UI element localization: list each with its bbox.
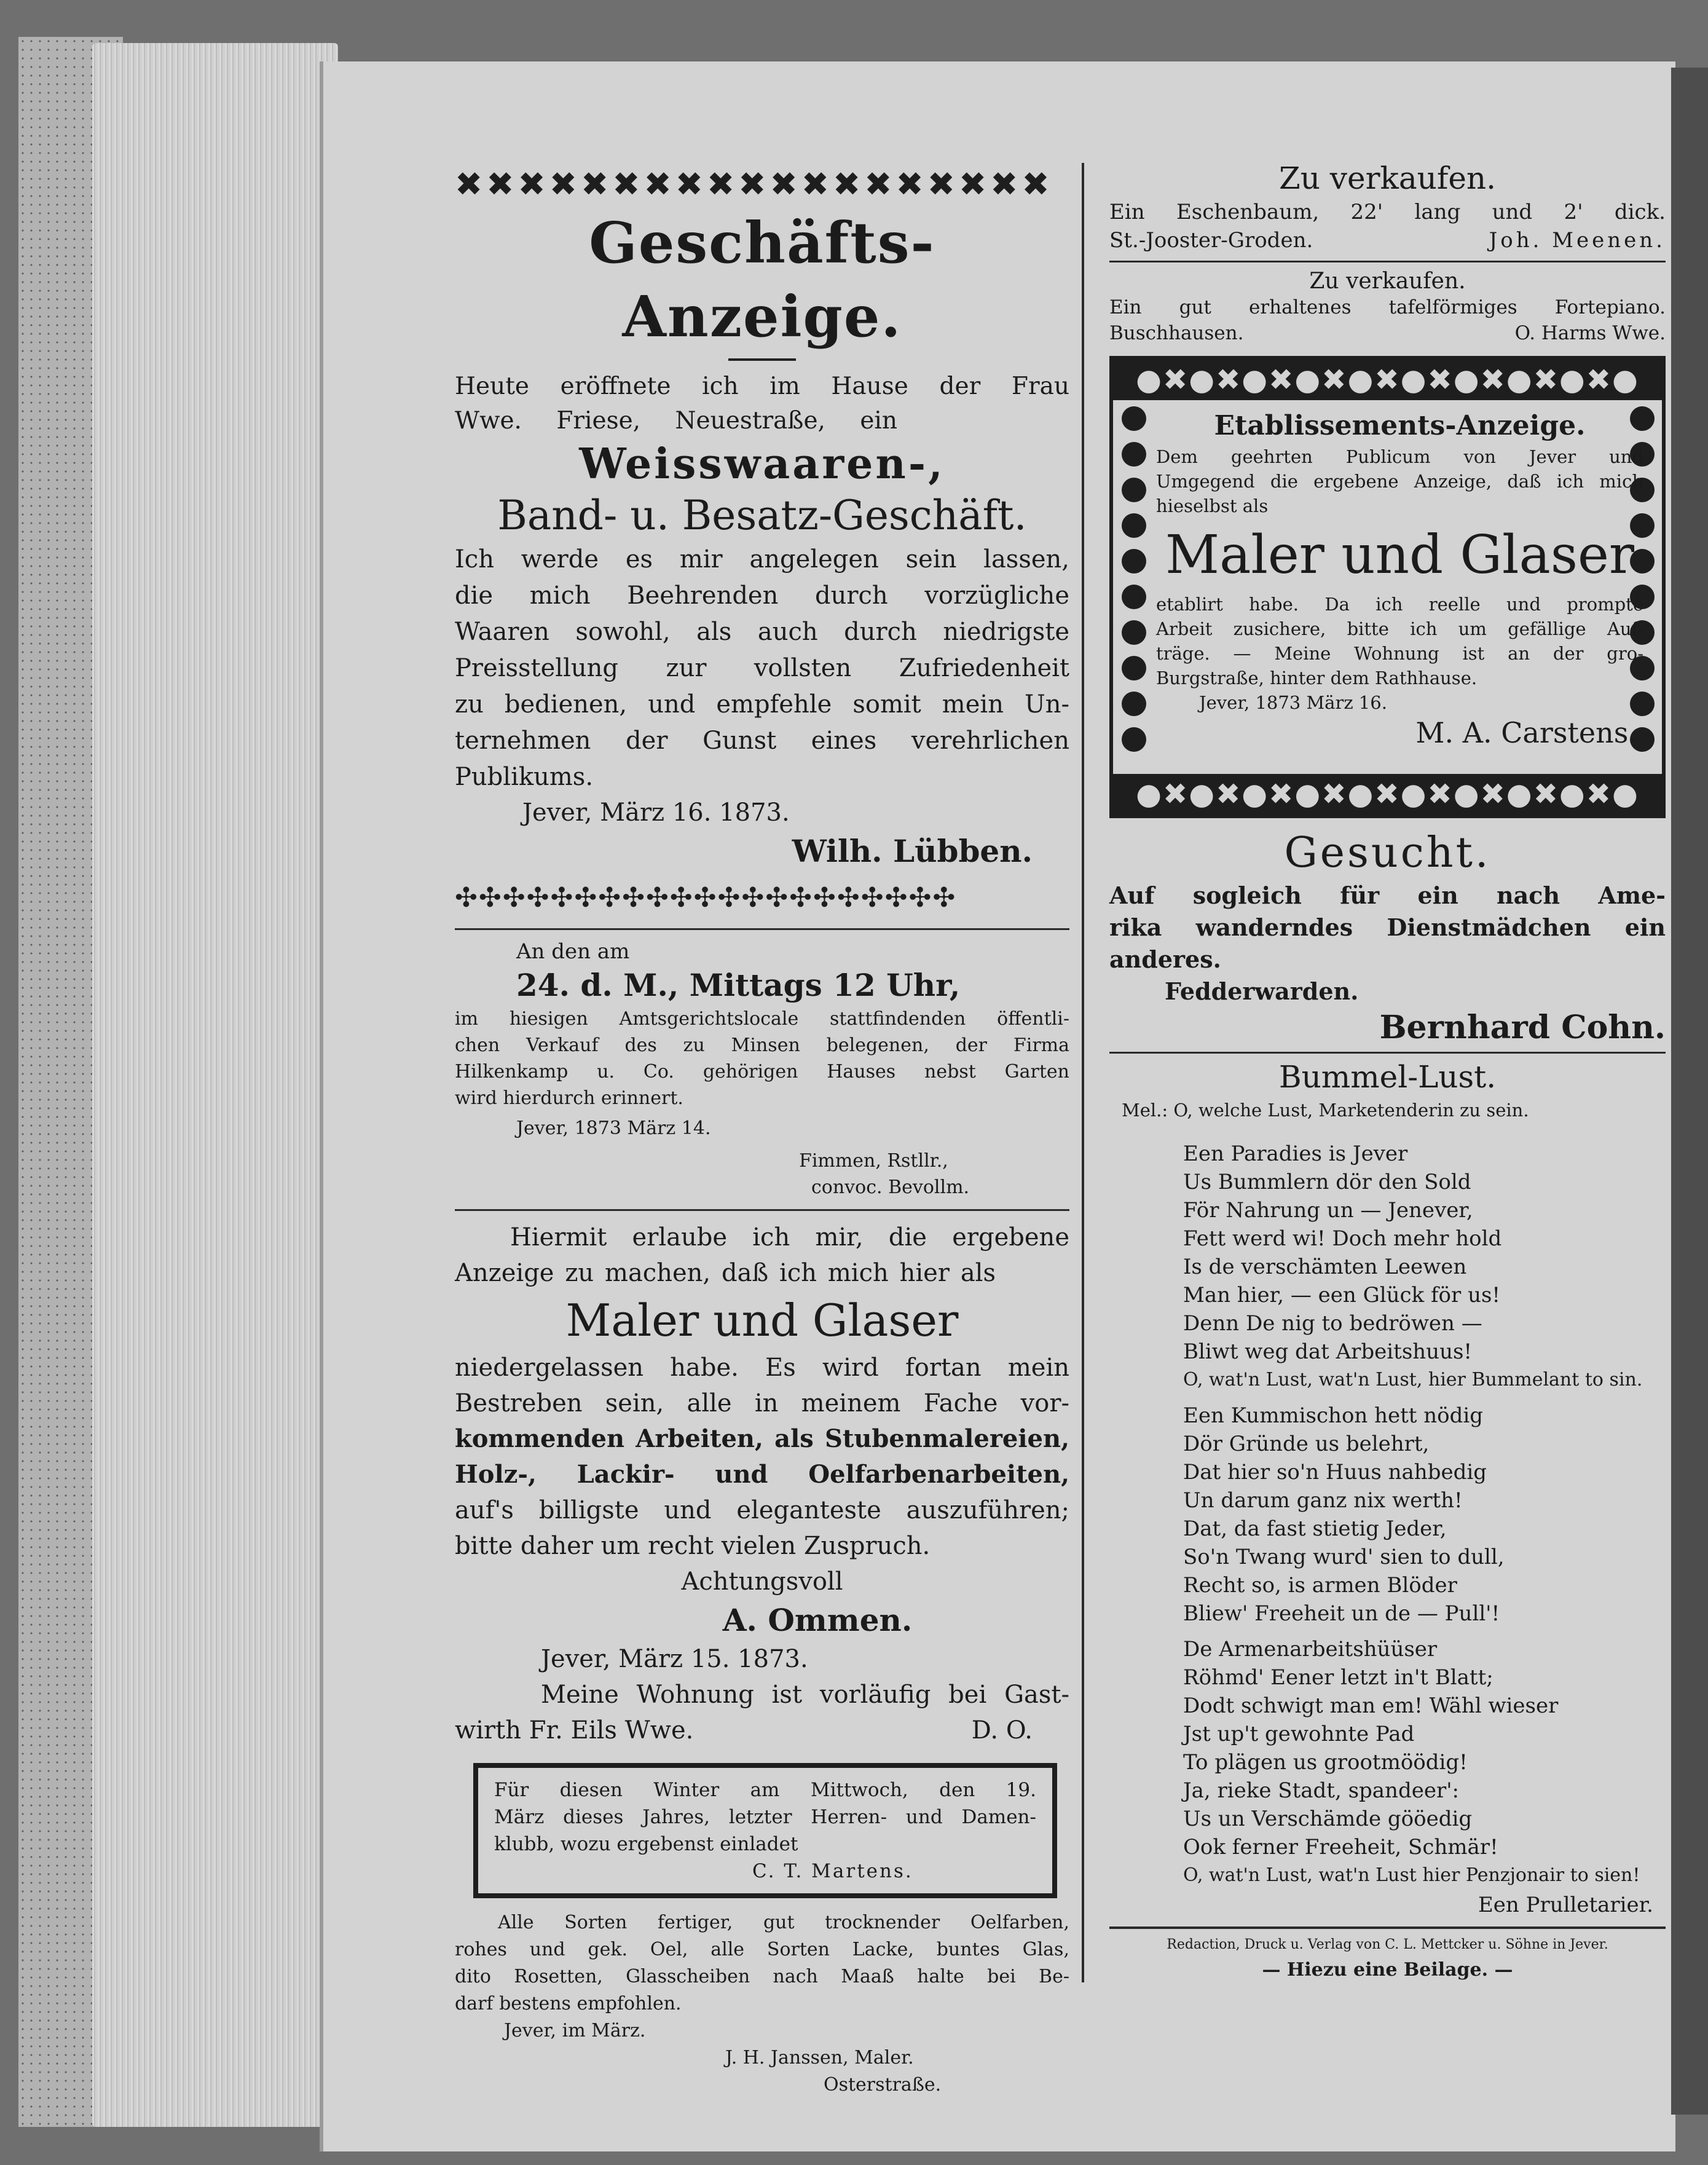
body-line: chen Verkauf des zu Minsen belegenen, der Firma [455, 1035, 1069, 1056]
ornament-row-top: ●✖●✖●✖●✖●✖●✖●✖●✖●✖● [1113, 360, 1662, 400]
ad-signature: J. H. Janssen, Maler. [725, 2047, 914, 2068]
body-line: Anzeige zu machen, daß ich mich hier als [455, 1259, 996, 1287]
body-line: auf's billigste und eleganteste auszuführen; [455, 1496, 1069, 1524]
body-line: kommenden Arbeiten, als Stubenmalereien, [455, 1424, 1069, 1453]
ornament-dot [1122, 478, 1146, 502]
ad-signature: O. Harms Wwe. [1514, 322, 1666, 344]
ad-cohn [1109, 827, 1666, 1048]
body-line: bitte daher um recht vielen Zuspruch. [455, 1532, 931, 1560]
body-line: wird hierdurch erinnert. [455, 1087, 683, 1109]
ad-dateline: Jever, 1873 März 14. [516, 1118, 711, 1139]
poem-line: Dat hier so'n Huus nahbedig [1183, 1460, 1487, 1485]
ad-inner [1156, 408, 1643, 751]
body-line: Auf sogleich für ein nach Ame- [1109, 881, 1666, 909]
poem-line: Een Kummischon hett nödig [1183, 1403, 1484, 1428]
ad-note-row [455, 1713, 1069, 1748]
ad-dateline: Jever, März 15. 1873. [541, 1645, 808, 1673]
ad-headline: Band- u. Besatz-Geschäft. [497, 492, 1027, 539]
ornament-dot [1122, 585, 1146, 609]
body-line: im hiesigen Amtsgerichtslocale stattfindenden öffentli- [455, 1008, 1069, 1030]
ad-dateline: Jever, im März. [504, 2020, 646, 2041]
ad-intro-line: Heute eröffnete ich im Hause der Frau [455, 373, 1069, 400]
body-line: etablirt habe. Da ich reelle und prompte [1156, 594, 1643, 615]
ad-intro-line: Wwe. Friese, Neuestraße, ein [455, 407, 897, 435]
body-line: träge. — Meine Wohnung ist an der gro- [1156, 643, 1643, 664]
ornament-dot [1122, 406, 1146, 431]
body-line: Arbeit zusichere, bitte ich um gefällige Auf- [1156, 618, 1643, 639]
body-line: rohes und gek. Oel, alle Sorten Lacke, buntes Glas, [455, 1939, 1069, 1960]
ornament-row-top: ✖✖✖✖✖✖✖✖✖✖✖✖✖✖✖✖✖✖✖ [455, 165, 1053, 203]
ad-headline: Maler und Glaser [1165, 524, 1634, 586]
ad-separator [455, 928, 1069, 930]
body-line: ternehmen der Gunst eines verehrlichen [455, 727, 1069, 755]
poem-signature: Een Prulletarier. [1478, 1893, 1653, 1917]
body-line: dito Rosetten, Glasscheiben nach Maaß halte bei Be- [455, 1966, 1069, 1987]
body-line: Bestreben sein, alle in meinem Fache vor- [455, 1389, 1069, 1418]
body-line: rika wanderndes Dienstmädchen ein [1109, 913, 1666, 941]
ad-auction [455, 939, 1069, 1201]
ad-title: Zu verkaufen. [1309, 269, 1466, 294]
ornament-row-bottom: ●✖●✖●✖●✖●✖●✖●✖●✖●✖● [1113, 774, 1662, 814]
ad-signature: C. T. Martens. [752, 1860, 913, 1882]
poem-line: O, wat'n Lust, wat'n Lust, hier Bummelant to sin. [1183, 1369, 1643, 1390]
ad-title: Geschäfts-Anzeige. [589, 210, 935, 350]
body-line: zu bedienen, und empfehle somit mein Un- [455, 690, 1069, 719]
ad-title: Etablissements-Anzeige. [1214, 410, 1586, 441]
ad-carstens [1109, 356, 1666, 818]
footer-imprint: Redaction, Druck u. Verlag von C. L. Mettcker u. Söhne in Jever. [1167, 1937, 1608, 1952]
poem-line: För Nahrung un — Jenever, [1183, 1198, 1473, 1223]
ad-title: Gesucht. [1284, 829, 1491, 877]
ad-signature: M. A. Carstens. [1415, 716, 1637, 749]
poem-verse [1109, 1402, 1666, 1628]
ad-headline: 24. d. M., Mittags 12 Uhr, [516, 967, 961, 1003]
ornament-row-bottom: ✣✣✣✣✣✣✣✣✣✣✣✣✣✣✣✣✣✣✣✣✣ [455, 882, 957, 913]
poem-line: Ja, rieke Stadt, spandeer': [1183, 1778, 1460, 1803]
poem-line: Dodt schwigt man em! Wähl wieser [1183, 1694, 1559, 1718]
body-line: Dem geehrten Publicum von Jever und [1156, 446, 1643, 467]
body-line: Ein gut erhaltenes tafelförmiges Fortepiano. [1109, 296, 1666, 318]
ornament-dot [1122, 727, 1146, 752]
poem-line: So'n Twang wurd' sien to dull, [1183, 1545, 1505, 1569]
book-page-stack [92, 43, 338, 2127]
poem-line: Fett werd wi! Doch mehr hold [1183, 1226, 1502, 1251]
body-line: Umgegend die ergebene Anzeige, daß ich mich [1156, 471, 1643, 492]
poem-title: Bummel-Lust. [1278, 1059, 1497, 1095]
ad-headline: Maler und Glaser [565, 1295, 959, 1346]
ad-poem [1109, 1057, 1666, 1920]
poem-line: Bliew' Freeheit un de — Pull'! [1183, 1601, 1500, 1626]
body-line: Preisstellung zur vollsten Zufriedenheit [455, 654, 1069, 682]
poem-line: Bliwt weg dat Arbeitshuus! [1183, 1339, 1473, 1364]
ad-luebben [455, 163, 1069, 920]
ad-signature: Wilh. Lübben. [792, 833, 1033, 869]
body-line: Hiermit erlaube ich mir, die ergebene [510, 1223, 1069, 1252]
poem-line: Us Bummlern dör den Sold [1183, 1170, 1471, 1194]
book-right-edge [1671, 68, 1708, 2115]
body-line: Waaren sowohl, als auch durch niedrigste [455, 618, 1069, 646]
ad-signature: Joh. Meenen. [1489, 228, 1666, 253]
ad-row [1109, 320, 1666, 346]
ad-dateline: Jever, März 16. 1873. [522, 799, 790, 827]
page-footer [1109, 1934, 1666, 1984]
ad-row [1109, 226, 1666, 254]
ad-note: Meine Wohnung ist vorläufig bei Gast- [541, 1681, 1069, 1709]
poem-line: Dat, da fast stietig Jeder, [1183, 1516, 1447, 1541]
ad-body [455, 542, 1069, 795]
body-line: Hilkenkamp u. Co. gehörigen Hauses nebst Garten [455, 1061, 1069, 1082]
poem-line: Ook ferner Freeheit, Schmär! [1183, 1835, 1498, 1859]
ad-closing: Achtungsvoll [681, 1568, 843, 1596]
ornament-dot [1122, 620, 1146, 645]
poem-line: De Armenarbeitshüüser [1183, 1637, 1438, 1662]
ad-initials: D. O. [971, 1716, 1033, 1745]
poem-line: Denn De nig to bedröwen — [1183, 1311, 1482, 1336]
ad-signature: Bernhard Cohn. [1379, 1009, 1666, 1046]
poem-line: Un darum ganz nix werth! [1183, 1488, 1463, 1513]
poem-line: Is de verschämten Leewen [1183, 1255, 1467, 1279]
body-line: Alle Sorten fertiger, gut trocknender Oelfarben, [498, 1912, 1069, 1933]
ad-meenen [1109, 159, 1666, 254]
ornament-dot [1122, 513, 1146, 538]
poem-line: Recht so, is armen Blöder [1183, 1573, 1457, 1598]
body-line: niedergelassen habe. Es wird fortan mein [455, 1354, 1069, 1382]
column-divider [1082, 163, 1084, 1982]
title-underline [728, 358, 796, 361]
poem-verse [1109, 1140, 1666, 1394]
right-column [1109, 105, 1666, 1984]
left-column [455, 105, 1069, 2099]
ad-signature: convoc. Bevollm. [811, 1177, 970, 1198]
ad-ommen [455, 1220, 1069, 1748]
ad-headline: Weisswaaren-, [579, 440, 945, 489]
ad-martens [473, 1763, 1057, 1898]
body-line: Für diesen Winter am Mittwoch, den 19. [494, 1779, 1036, 1801]
ornament-dot [1122, 549, 1146, 574]
ad-title: Zu verkaufen. [1278, 160, 1497, 196]
body-line: Ein Eschenbaum, 22' lang und 2' dick. [1109, 200, 1666, 224]
ornament-column-left [1117, 406, 1151, 752]
poem-line: Dör Gründe us belehrt, [1183, 1432, 1430, 1456]
poem-line: Us un Verschämde gööedig [1183, 1807, 1473, 1831]
body-line: Publikums. [455, 763, 594, 791]
ad-harms [1109, 269, 1666, 346]
ad-janssen [455, 1909, 1069, 2099]
body-line: die mich Beehrenden durch vorzügliche [455, 582, 1069, 610]
footer-supplement: — Hiezu eine Beilage. — [1262, 1959, 1513, 1981]
ad-separator [1109, 261, 1666, 262]
poem-line: O, wat'n Lust, wat'n Lust hier Penzjonair to sien! [1183, 1864, 1640, 1886]
ad-separator [1109, 1052, 1666, 1054]
body-line: klubb, wozu ergebenst einladet [494, 1833, 798, 1855]
ad-dateline: Jever, 1873 März 16. [1199, 692, 1387, 713]
poem-line: Man hier, — een Glück för us! [1183, 1283, 1501, 1307]
ad-place: St.-Jooster-Groden. [1109, 228, 1313, 253]
ad-signature: A. Ommen. [722, 1602, 913, 1638]
body-line: anderes. [1109, 945, 1221, 973]
poem-melody: Mel.: O, welche Lust, Marketenderin zu sein. [1122, 1100, 1529, 1121]
poem-line: Een Paradies is Jever [1183, 1142, 1408, 1166]
poem-line: Röhmd' Eener letzt in't Blatt; [1183, 1665, 1494, 1690]
body-line: März dieses Jahres, letzter Herren- und Damen- [494, 1806, 1036, 1828]
ornament-dot [1122, 656, 1146, 680]
footer-separator [1109, 1926, 1666, 1929]
body-line: Ich werde es mir angelegen sein lassen, [455, 545, 1069, 574]
body-line: hieselbst als [1156, 495, 1269, 516]
ad-signature: Fimmen, Rstllr., [799, 1150, 948, 1172]
ad-place: Fedderwarden. [1165, 977, 1359, 1005]
body-line: Burgstraße, hinter dem Rathhause. [1156, 668, 1478, 688]
ad-place: Buschhausen. [1109, 322, 1244, 344]
ad-address: Osterstraße. [824, 2074, 942, 2096]
body-line: darf bestens empfohlen. [455, 1993, 682, 2014]
ornament-dot [1122, 442, 1146, 467]
body-line: Holz-, Lackir- und Oelfarbenarbeiten, [455, 1460, 1069, 1489]
ornament-dot [1122, 692, 1146, 716]
ad-line: An den am [516, 939, 630, 964]
ad-note: wirth Fr. Eils Wwe. [455, 1716, 694, 1745]
ad-separator [455, 1209, 1069, 1211]
poem-line: To plägen us grootmöödig! [1183, 1750, 1468, 1775]
poem-line: Jst up't gewohnte Pad [1183, 1722, 1415, 1746]
poem-verse [1109, 1635, 1666, 1890]
